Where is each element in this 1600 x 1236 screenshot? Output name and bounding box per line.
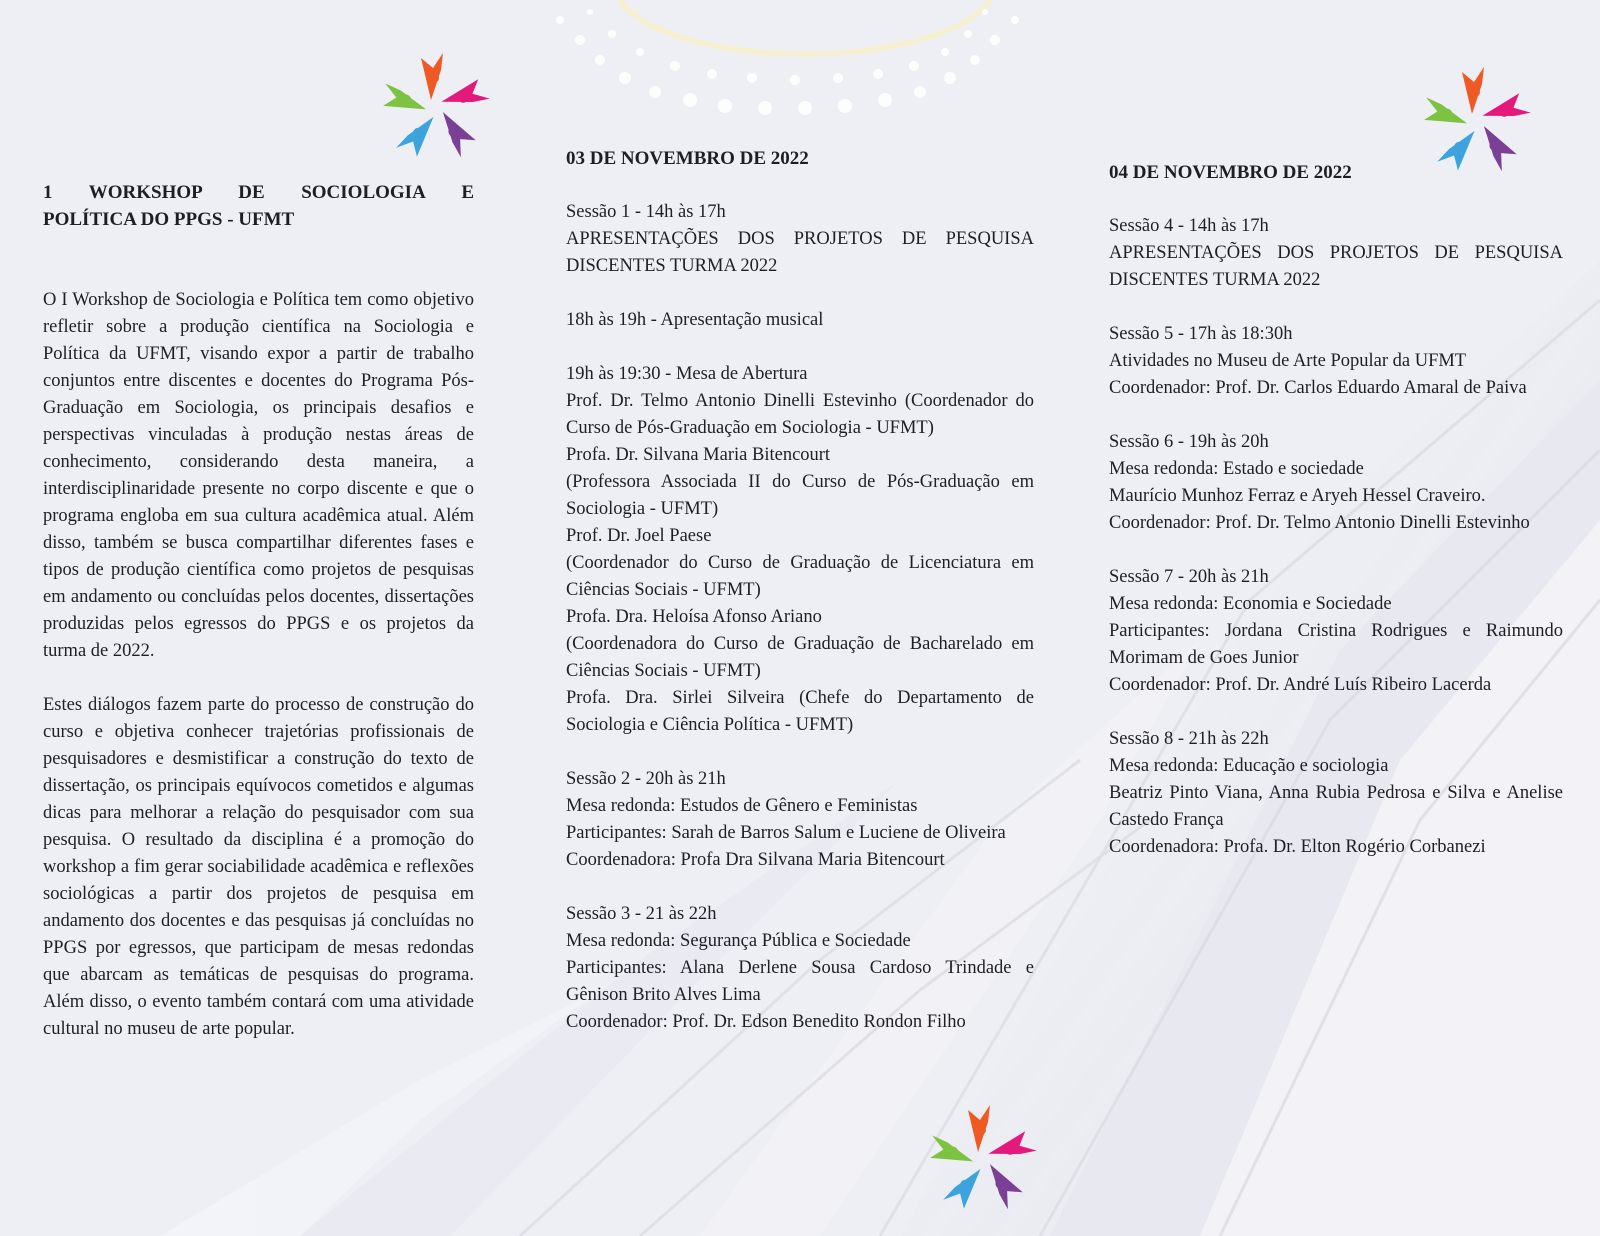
opening-participant: Prof. Dr. Joel Paese <box>566 526 712 546</box>
opening-participant-role: (Professora Associada II do Curso de Pós-Graduação em Sociologia - UFMT) <box>566 472 1034 519</box>
event-title <box>43 179 474 233</box>
session5-description: Atividades no Museu de Arte Popular da UFMT <box>1109 351 1467 371</box>
dialogues-paragraph: Estes diálogos fazem parte do processo de construção do curso e objetiva conhecer trajetórias profissionais de pesquisadores e desmistificar a construção do texto de dissertação, os principais equívocos cometidos e algumas dicas para melhorar a relação do pesquisador com sua pesquisa. O resultado da disciplina é a promoção do workshop a fim gerar sociabilidade acadêmica e reflexões sociológicas a partir dos projetos de pesquisa em andamento dos docentes e das pesquisas já concluídas no PPGS por egressos, que participam de mesas redondas que abarcam as temáticas de pesquisas do programa. Além disso, o evento também contará com uma atividade cultural no museu de arte popular. <box>43 695 474 1039</box>
session7-participants: Participantes: Jordana Cristina Rodrigues e Raimundo Morimam de Goes Junior <box>1109 621 1563 668</box>
session3-coordinator: Coordenador: Prof. Dr. Edson Benedito Rondon Filho <box>566 1012 966 1032</box>
opening-participant-role: (Coordenadora do Curso de Graduação de Bacharelado em Ciências Sociais - UFMT) <box>566 634 1034 681</box>
session6-table: Mesa redonda: Estado e sociedade <box>1109 459 1364 479</box>
session4-title: Sessão 4 - 14h às 17h <box>1109 216 1269 236</box>
session3-title: Sessão 3 - 21 às 22h <box>566 904 717 924</box>
music-presentation: 18h às 19h - Apresentação musical <box>566 310 824 330</box>
session3-participants: Participantes: Alana Derlene Sousa Cardoso Trindade e Gênison Brito Alves Lima <box>566 958 1034 1005</box>
people-circle-logo-icon <box>922 1100 1042 1220</box>
session6-title: Sessão 6 - 19h às 20h <box>1109 432 1269 452</box>
opening-participant-role: (Coordenador do Curso de Graduação de Licenciatura em Ciências Sociais - UFMT) <box>566 553 1034 600</box>
session6-participants: Maurício Munhoz Ferraz e Aryeh Hessel Craveiro. <box>1109 486 1486 506</box>
session8-coordinator: Coordenadora: Profa. Dr. Elton Rogério Corbanezi <box>1109 837 1486 857</box>
day1-date: 03 DE NOVEMBRO DE 2022 <box>566 148 809 169</box>
session4-description: APRESENTAÇÕES DOS PROJETOS DE PESQUISA DISCENTES TURMA 2022 <box>1109 243 1563 290</box>
opening-participant: Prof. Dr. Telmo Antonio Dinelli Estevinho (Coordenador do Curso de Pós-Graduação em Sociologia - UFMT) <box>566 391 1034 438</box>
session5-title: Sessão 5 - 17h às 18:30h <box>1109 324 1293 344</box>
session2-participants: Participantes: Sarah de Barros Salum e Luciene de Oliveira <box>566 823 1006 843</box>
session2-title: Sessão 2 - 20h às 21h <box>566 769 726 789</box>
day2-schedule <box>1109 159 1563 861</box>
event-title-line2: POLÍTICA DO PPGS - UFMT <box>43 209 295 230</box>
people-circle-logo-icon <box>375 48 495 168</box>
day2-date: 04 DE NOVEMBRO DE 2022 <box>1109 162 1352 183</box>
session2-table: Mesa redonda: Estudos de Gênero e Feministas <box>566 796 918 816</box>
session7-table: Mesa redonda: Economia e Sociedade <box>1109 594 1392 614</box>
intro-column <box>43 179 474 1043</box>
day1-schedule <box>566 145 1034 1036</box>
session1-title: Sessão 1 - 14h às 17h <box>566 202 726 222</box>
opening-title: 19h às 19:30 - Mesa de Abertura <box>566 364 808 384</box>
session2-coordinator: Coordenadora: Profa Dra Silvana Maria Bitencourt <box>566 850 945 870</box>
opening-participant: Profa. Dra. Sirlei Silveira (Chefe do Departamento de Sociologia e Ciência Política - UFMT) <box>566 688 1034 735</box>
session5-coordinator: Coordenador: Prof. Dr. Carlos Eduardo Amaral de Paiva <box>1109 378 1527 398</box>
event-title-line1: 1 WORKSHOP DE SOCIOLOGIA E <box>43 182 474 203</box>
session8-table: Mesa redonda: Educação e sociologia <box>1109 756 1389 776</box>
opening-participant: Profa. Dra. Heloísa Afonso Ariano <box>566 607 822 627</box>
intro-paragraph: O I Workshop de Sociologia e Política tem como objetivo refletir sobre a produção científica na Sociologia e Política da UFMT, visando expor a partir de trabalho conjuntos entre discentes e docentes do Programa Pós-Graduação em Sociologia, os principais desafios e perspectivas vinculadas à produção nestas áreas de conhecimento, considerando desta maneira, a interdisciplinaridade presente no corpo discente e que o programa engloba em sua cultura acadêmica atual. Além disso, também se busca compartilhar diferentes fases e tipos de produção científica como projetos de pesquisas em andamento ou concluídas pelos docentes, dissertações produzidas pelos egressos do PPGS e os projetos da turma de 2022. <box>43 290 474 661</box>
opening-participant: Profa. Dr. Silvana Maria Bitencourt <box>566 445 831 465</box>
session7-title: Sessão 7 - 20h às 21h <box>1109 567 1269 587</box>
session8-participants: Beatriz Pinto Viana, Anna Rubia Pedrosa e Silva e Anelise Castedo França <box>1109 783 1563 830</box>
session6-coordinator: Coordenador: Prof. Dr. Telmo Antonio Dinelli Estevinho <box>1109 513 1530 533</box>
session7-coordinator: Coordenador: Prof. Dr. André Luís Ribeiro Lacerda <box>1109 675 1492 695</box>
session8-title: Sessão 8 - 21h às 22h <box>1109 729 1269 749</box>
session3-table: Mesa redonda: Segurança Pública e Sociedade <box>566 931 911 951</box>
session1-description: APRESENTAÇÕES DOS PROJETOS DE PESQUISA DISCENTES TURMA 2022 <box>566 229 1034 276</box>
